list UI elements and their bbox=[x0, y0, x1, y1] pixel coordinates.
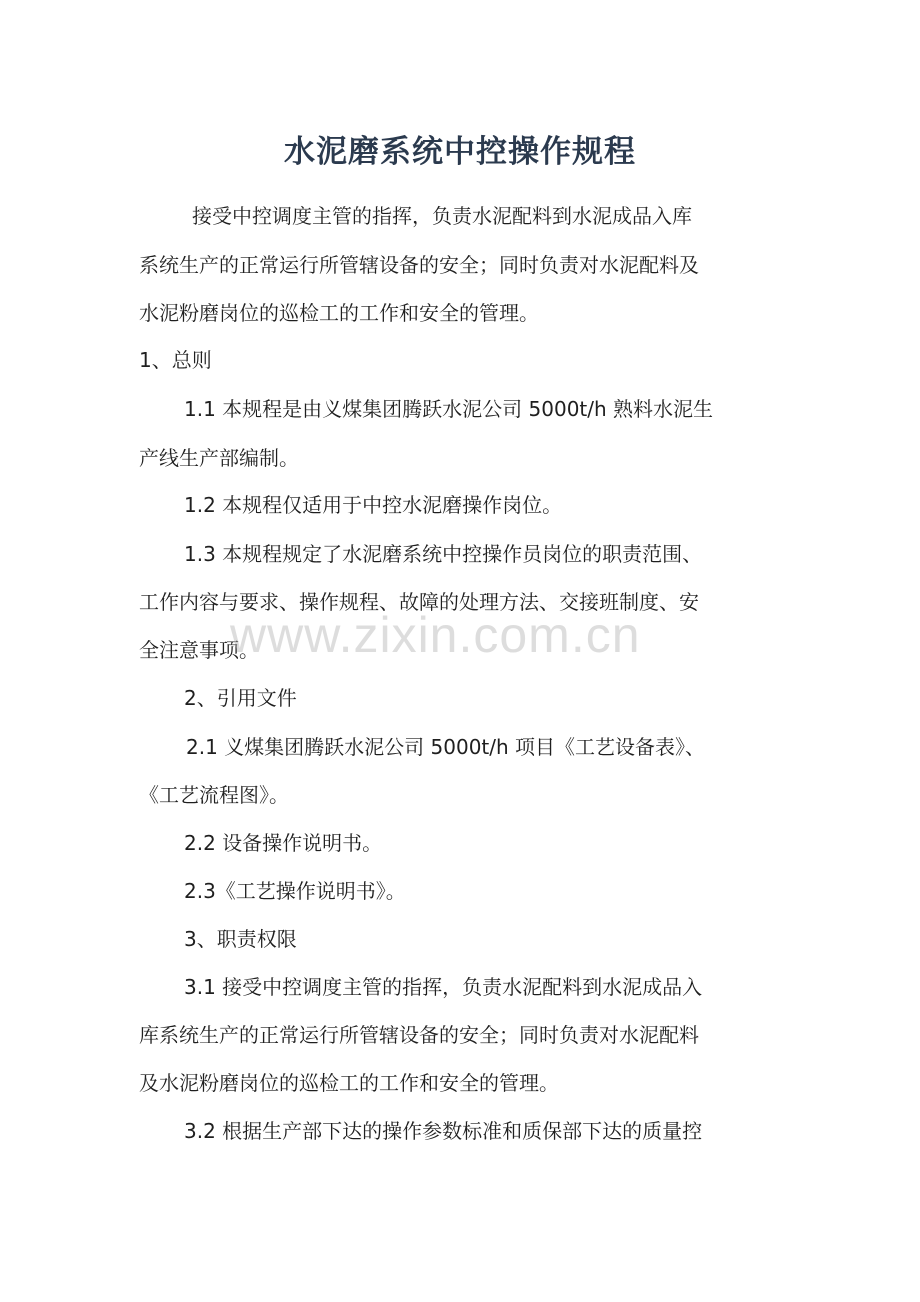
paragraph-line: 2.3《工艺操作说明书》。 bbox=[184, 879, 406, 903]
paragraph-line: 《工艺流程图》。 bbox=[139, 783, 289, 807]
paragraph-line: 2.1 义煤集团腾跃水泥公司 5000t/h 项目《工艺设备表》、 bbox=[186, 735, 706, 759]
paragraph-line: 2.2 设备操作说明书。 bbox=[184, 831, 383, 855]
paragraph-line: 库系统生产的正常运行所管辖设备的安全；同时负责对水泥配料 bbox=[139, 1023, 699, 1047]
section-heading: 3、职责权限 bbox=[184, 927, 297, 951]
section-heading: 2、引用文件 bbox=[184, 686, 297, 710]
paragraph-line: 接受中控调度主管的指挥，负责水泥配料到水泥成品入库 bbox=[192, 204, 692, 228]
paragraph-line: 全注意事项。 bbox=[139, 638, 259, 662]
paragraph-line: 1.3 本规程规定了水泥磨系统中控操作员岗位的职责范围、 bbox=[184, 542, 703, 566]
paragraph-line: 及水泥粉磨岗位的巡检工的工作和安全的管理。 bbox=[139, 1071, 559, 1095]
paragraph-line: 1.2 本规程仅适用于中控水泥磨操作岗位。 bbox=[184, 493, 563, 517]
paragraph-line: 1.1 本规程是由义煤集团腾跃水泥公司 5000t/h 熟料水泥生 bbox=[184, 397, 714, 421]
paragraph-line: 3.1 接受中控调度主管的指挥，负责水泥配料到水泥成品入 bbox=[184, 975, 703, 999]
section-heading: 1、总则 bbox=[139, 348, 212, 372]
paragraph-line: 工作内容与要求、操作规程、故障的处理方法、交接班制度、安 bbox=[139, 590, 699, 614]
paragraph-line: 3.2 根据生产部下达的操作参数标准和质保部下达的质量控 bbox=[184, 1119, 703, 1143]
paragraph-line: 产线生产部编制。 bbox=[139, 446, 299, 470]
paragraph-line: 水泥粉磨岗位的巡检工的工作和安全的管理。 bbox=[139, 301, 539, 325]
document-title: 水泥磨系统中控操作规程 bbox=[284, 134, 636, 170]
paragraph-line: 系统生产的正常运行所管辖设备的安全；同时负责对水泥配料及 bbox=[139, 253, 699, 277]
watermark-text: www.zixin.com.cn bbox=[230, 607, 641, 663]
